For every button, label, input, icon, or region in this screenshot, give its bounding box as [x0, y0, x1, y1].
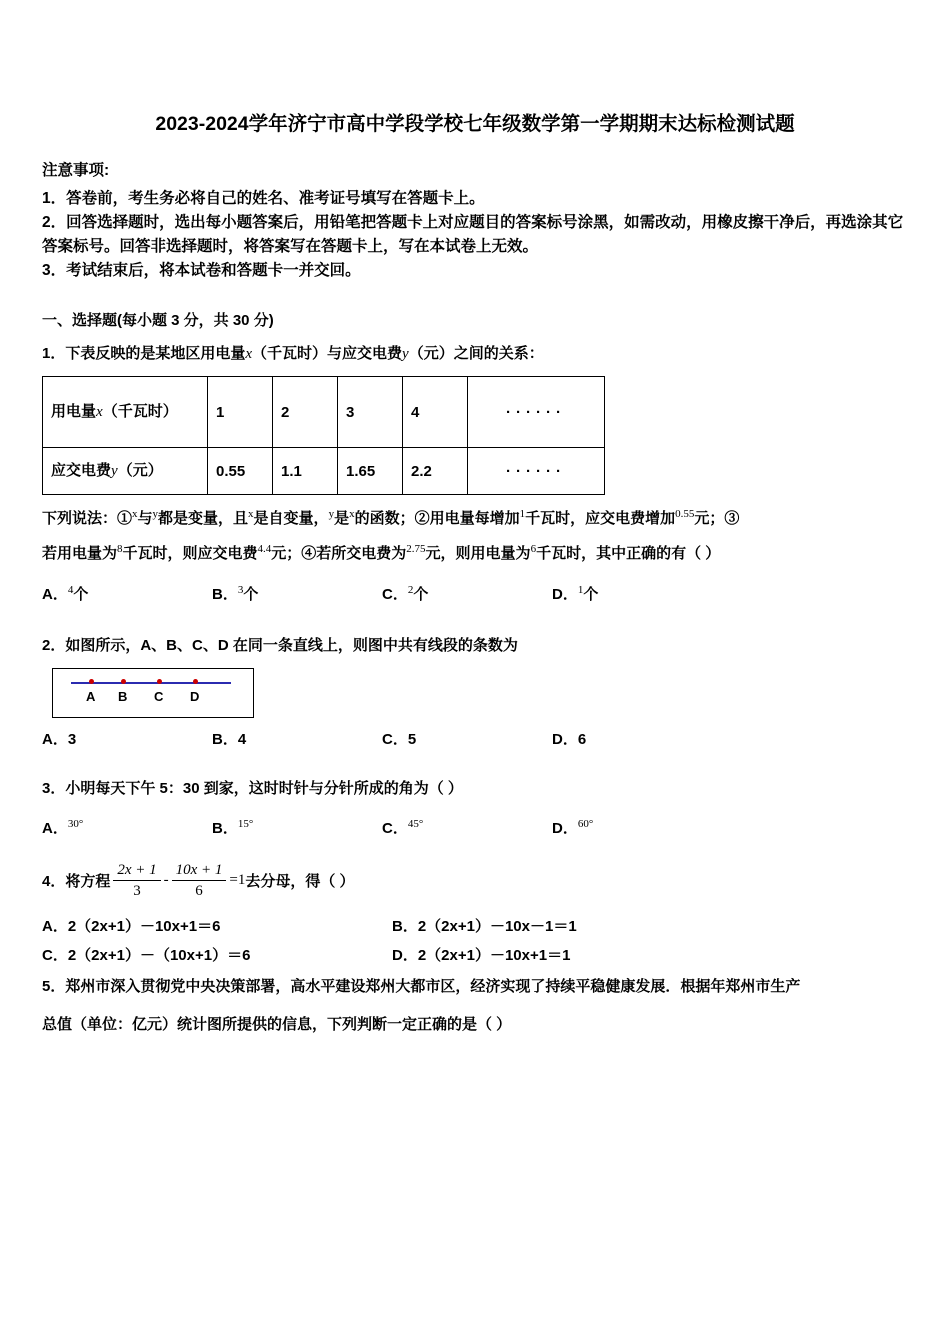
notice-heading: 注意事项:	[42, 162, 110, 179]
q1-st-n6: 6	[530, 543, 537, 555]
q2-point-d-label: D	[190, 689, 200, 704]
question-1-stem	[42, 340, 908, 368]
q4-minus-sign: -	[163, 872, 169, 888]
q4-frac2-denominator: 6	[195, 883, 203, 899]
q4-fraction-1	[113, 860, 160, 901]
q3-options	[42, 817, 908, 838]
q3-option-b-unit: °	[248, 818, 254, 830]
q2-options	[42, 728, 908, 749]
q1-cell-y4: 2.2	[403, 448, 468, 495]
q2-point-b-dot	[121, 679, 126, 684]
q2-point-a-label: A	[86, 689, 96, 704]
q1-st-n8: 8	[117, 543, 123, 555]
q2-figure	[52, 668, 254, 718]
q1-cell-x3: 3	[338, 377, 403, 448]
q1-cell-x2: 2	[273, 377, 338, 448]
q1-var-y: y	[402, 346, 409, 362]
q1-st-y2: y	[328, 508, 335, 520]
q4-frac1-denominator: 3	[133, 883, 141, 899]
q1-option-d-unit: 个	[583, 586, 599, 603]
q2-option-a[interactable]: A．3	[42, 731, 77, 748]
q4-stem-pre: 4．将方程	[42, 873, 111, 890]
q1-stem-a: 1．下表反映的是某地区用电量	[42, 345, 246, 362]
q1-st-n1: 1	[519, 508, 526, 520]
q1-st-n44: 4.4	[257, 543, 272, 555]
q1-row2-dots: ······	[468, 448, 605, 495]
q1-option-c-value: 2	[407, 584, 414, 596]
q1-st-p5: 是	[334, 510, 350, 527]
q4-stem-post: 去分母，得（ ）	[245, 873, 355, 890]
q4-option-c[interactable]: C．2（2x+1）－（10x+1）＝6	[42, 947, 251, 964]
q1-option-a-label: A．	[42, 586, 68, 603]
q1-option-a-unit: 个	[73, 586, 89, 603]
q1-option-b-unit: 个	[243, 586, 259, 603]
q1-row2-header	[43, 448, 208, 495]
q1-row1-dots: ······	[468, 377, 605, 448]
q3-option-c-value: 45	[407, 818, 419, 830]
q2-point-b-label: B	[118, 689, 128, 704]
q1-option-c-unit: 个	[413, 586, 429, 603]
q2-point-c-dot	[157, 679, 162, 684]
q1-option-c-label: C．	[382, 586, 408, 603]
q3-option-d-value: 60	[577, 818, 589, 830]
q3-option-c[interactable]	[382, 817, 552, 838]
q4-option-b[interactable]: B．2（2x+1）－10x－1＝1	[392, 918, 577, 935]
q1-st-x3: x	[349, 508, 355, 520]
q1-st-x1: x	[132, 508, 138, 520]
q3-option-d-label: D．	[552, 820, 578, 837]
question-2-stem: 2．如图所示，A、B、C、D 在同一条直线上，则图中共有线段的条数为	[42, 637, 518, 654]
q1-option-b[interactable]	[212, 583, 382, 604]
q1-stem-b: （千瓦时）与应交电费	[252, 345, 403, 362]
q2-point-a-dot	[89, 679, 94, 684]
q1-st-n055: 0.55	[675, 508, 695, 520]
question-5-line-1: 5．郑州市深入贯彻党中央决策部署，高水平建设郑州大都市区，经济实现了持续平稳健康发展．根据年郑州市生产	[42, 978, 801, 995]
q1-row2-label-var: y	[111, 463, 118, 479]
q3-option-a[interactable]	[42, 817, 212, 838]
question-3-stem: 3．小明每天下午 5：30 到家，这时时针与分针所成的角为（ ）	[42, 780, 463, 797]
q1-row1-label-post: （千瓦时）	[102, 403, 178, 420]
q1-st-p9: 若用电量为	[42, 545, 118, 562]
q1-st-p8: 元；③	[694, 510, 740, 527]
q4-option-d[interactable]: D．2（2x+1）－10x+1＝1	[392, 947, 571, 964]
notice-line-1: 1．答卷前，考生务必将自己的姓名、准考证号填写在答题卡上。	[42, 190, 485, 207]
q1-row2-label-post: （元）	[117, 462, 163, 479]
table-row	[43, 448, 605, 495]
q1-option-c[interactable]	[382, 583, 552, 604]
q1-option-b-value: 3	[237, 584, 244, 596]
page-content	[42, 108, 908, 1041]
q1-st-x2: x	[248, 508, 254, 520]
q1-option-d-value: 1	[577, 584, 584, 596]
q1-st-p4: 是自变量，	[253, 510, 329, 527]
q1-option-b-label: B．	[212, 586, 238, 603]
q1-option-a[interactable]	[42, 583, 212, 604]
q1-row1-label-pre: 用电量	[51, 403, 97, 420]
q1-cell-y3: 1.65	[338, 448, 403, 495]
q1-stem-c: （元）之间的关系：	[408, 345, 544, 362]
question-5-line-2: 总值（单位：亿元）统计图所提供的信息，下列判断一定正确的是（ ）	[42, 1016, 512, 1033]
q1-option-d-label: D．	[552, 586, 578, 603]
q1-statement	[42, 499, 908, 534]
q4-options-row2	[42, 944, 908, 965]
q1-cell-y2: 1.1	[273, 448, 338, 495]
q2-figure-line	[71, 682, 231, 684]
q1-st-p12: 元，则用电量为	[425, 545, 531, 562]
q4-fraction-2	[172, 860, 227, 901]
q4-options-row1	[42, 915, 908, 936]
q3-option-a-unit: °	[78, 818, 84, 830]
q1-st-p3: 都是变量，且	[158, 510, 249, 527]
q3-option-b-value: 15	[237, 818, 249, 830]
page-title: 2023-2024学年济宁市高中学段学校七年级数学第一学期期末达标检测试题	[155, 113, 795, 135]
q1-row1-header	[43, 377, 208, 448]
q1-st-n275: 2.75	[406, 543, 426, 555]
q1-cell-x4: 4	[403, 377, 468, 448]
q3-option-a-value: 30	[67, 818, 79, 830]
q2-point-c-label: C	[154, 689, 164, 704]
q1-st-p13: 千瓦时，其中正确的有（ ）	[536, 545, 721, 562]
q1-st-p1: 下列说法：①	[42, 510, 133, 527]
q1-st-p10: 千瓦时，则应交电费	[122, 545, 258, 562]
q4-frac1-numerator: 2x + 1	[113, 860, 160, 881]
q4-frac2-numerator: 10x + 1	[172, 860, 227, 881]
q1-st-p11: 元；④若所交电费为	[271, 545, 407, 562]
q1-var-x: x	[245, 346, 253, 362]
q1-option-d[interactable]	[552, 583, 722, 604]
q1-st-p7: 千瓦时，应交电费增加	[525, 510, 676, 527]
q3-option-d-unit: °	[588, 818, 594, 830]
notice-line-3: 3．考试结束后，将本试卷和答题卡一并交回。	[42, 262, 361, 279]
q3-option-b[interactable]	[212, 817, 382, 838]
q1-row2-label-pre: 应交电费	[51, 462, 112, 479]
q1-statement-cont	[42, 534, 908, 569]
q3-option-c-label: C．	[382, 820, 408, 837]
q1-st-p2: 与	[137, 510, 153, 527]
q1-cell-y1: 0.55	[208, 448, 273, 495]
table-row	[43, 377, 605, 448]
q3-option-b-label: B．	[212, 820, 238, 837]
q4-equals: =1	[229, 872, 246, 888]
q1-data-table	[42, 376, 605, 495]
section-title: 一、选择题(每小题 3 分，共 30 分)	[42, 312, 274, 329]
q1-st-y1: y	[152, 508, 159, 520]
q1-st-p6: 的函数；②用电量每增加	[354, 510, 520, 527]
q1-options	[42, 583, 908, 604]
q1-row1-label-var: x	[96, 404, 103, 420]
q3-option-a-label: A．	[42, 820, 68, 837]
q1-cell-x1: 1	[208, 377, 273, 448]
q2-option-c[interactable]: C．5	[382, 731, 417, 748]
q2-option-b[interactable]: B．4	[212, 731, 247, 748]
notice-line-2: 2．回答选择题时，选出每小题答案后，用铅笔把答题卡上对应题目的答案标号涂黑，如需改动，用橡皮擦干净后，再选涂其它答案标号。回答非选择题时，将答案写在答题卡上，写在本试卷上无效。	[42, 214, 904, 255]
q1-option-a-value: 4	[67, 584, 74, 596]
q4-option-a[interactable]: A．2（2x+1）－10x+1＝6	[42, 918, 221, 935]
question-4-stem	[42, 860, 908, 901]
q3-option-d[interactable]	[552, 817, 722, 838]
q2-point-d-dot	[193, 679, 198, 684]
q2-option-d[interactable]: D．6	[552, 731, 587, 748]
q3-option-c-unit: °	[418, 818, 424, 830]
